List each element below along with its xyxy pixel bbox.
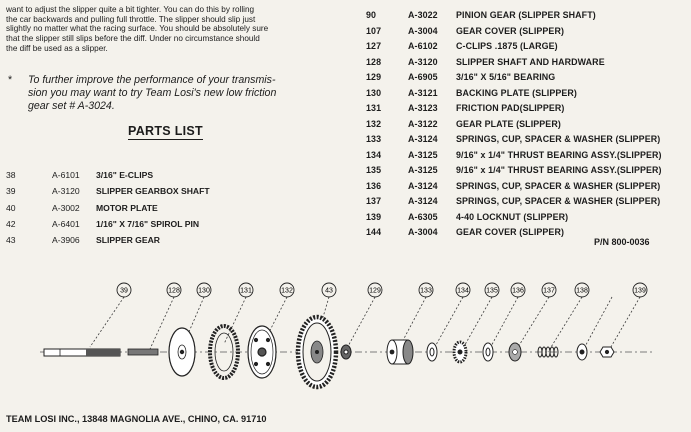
part-ref-number: 136 <box>366 180 382 191</box>
part-description: 3/16" X 5/16" BEARING <box>456 72 556 82</box>
callout-bubble <box>419 283 433 297</box>
callout-label: 130 <box>198 287 210 295</box>
parts-list-title-text: PARTS LIST <box>128 124 203 138</box>
part-ref-number: 39 <box>6 186 16 197</box>
callout-bubble <box>280 283 294 297</box>
instruction-line: the car backwards and pulling full throttle. The slipper should slip just <box>6 14 256 24</box>
part-description: SLIPPER SHAFT AND HARDWARE <box>456 56 605 67</box>
gear-plate <box>248 326 276 378</box>
instruction-line: the diff be used as a slipper. <box>6 43 108 53</box>
part-number: A-3002 <box>52 202 80 213</box>
part-ref-number: 130 <box>366 87 382 98</box>
callout-label: 128 <box>168 287 180 295</box>
note-line: gear set # A-3024. <box>28 100 115 112</box>
callout-bubble <box>456 283 470 297</box>
part-number: A-6101 <box>52 170 80 180</box>
part-ref-number: 134 <box>366 149 382 160</box>
part-row <box>366 165 691 181</box>
part-number: A-6102 <box>408 41 438 51</box>
part-number: A-3121 <box>408 87 438 98</box>
part-row <box>6 219 336 235</box>
part-description: BACKING PLATE (SLIPPER) <box>456 87 577 98</box>
part-description: MOTOR PLATE <box>96 202 158 213</box>
callout-label: 39 <box>120 287 128 295</box>
part-ref-number: 137 <box>366 196 382 206</box>
note-line: To further improve the performance of your transmis- <box>28 74 276 86</box>
title-underline <box>128 139 203 140</box>
callout-bubble <box>633 283 647 297</box>
part-row <box>366 57 691 73</box>
callout-bubbles <box>117 283 647 297</box>
exploded-view-diagram <box>0 270 691 410</box>
part-number: A-3124 <box>408 134 438 144</box>
company-address: TEAM LOSI INC., 13848 MAGNOLIA AVE., CHINO, CA. 91710 <box>6 414 267 424</box>
part-description: SPRINGS, CUP, SPACER & WASHER (SLIPPER) <box>456 180 661 191</box>
part-ref-number: 139 <box>366 211 382 222</box>
parts-list-left <box>6 170 336 251</box>
callout-bubble <box>239 283 253 297</box>
instruction-line: slightly no matter what the racing surface. You should be absolutely sure <box>6 24 269 34</box>
part-row <box>366 72 691 88</box>
callout-label: 43 <box>325 287 333 295</box>
part-row <box>366 181 691 197</box>
part-row <box>366 41 691 57</box>
note-marker: * <box>8 74 13 86</box>
performance-note <box>8 74 333 113</box>
callout-label: 139 <box>634 287 646 295</box>
part-number: A-3022 <box>408 10 438 20</box>
part-row <box>366 10 691 26</box>
part-ref-number: 128 <box>366 56 382 67</box>
part-ref-number: 133 <box>366 134 382 144</box>
part-number: A-3124 <box>408 180 438 191</box>
part-row <box>366 119 691 135</box>
part-description: GEAR COVER (SLIPPER) <box>456 25 565 36</box>
spirol-pin <box>128 349 158 355</box>
part-description: SLIPPER GEARBOX SHAFT <box>96 186 210 197</box>
part-number: A-3906 <box>52 235 80 246</box>
part-number: A-3122 <box>408 118 438 129</box>
part-description: GEAR COVER (SLIPPER) <box>456 227 565 237</box>
part-ref-number: 42 <box>6 218 16 229</box>
instruction-line: that the slipper still slips before the diff. Under no circumstance should <box>6 34 260 44</box>
callout-label: 136 <box>512 287 524 295</box>
washer-b <box>483 343 493 361</box>
part-description: 4-40 LOCKNUT (SLIPPER) <box>456 211 569 222</box>
callout-label: 129 <box>369 287 381 295</box>
part-ref-number: 127 <box>366 41 382 51</box>
part-row <box>366 103 691 119</box>
thrust-bearing-b <box>509 343 521 361</box>
callout-bubble <box>575 283 589 297</box>
part-number: A-6401 <box>52 218 80 229</box>
spring-cup <box>387 340 413 364</box>
part-row <box>366 196 691 212</box>
part-description: SLIPPER GEAR <box>96 235 160 246</box>
part-number: A-3004 <box>408 25 438 36</box>
part-description: SPRINGS, CUP, SPACER & WASHER (SLIPPER) <box>456 196 661 206</box>
callout-label: 138 <box>576 287 588 295</box>
part-row <box>366 134 691 150</box>
part-row <box>6 235 336 251</box>
callout-bubble <box>322 283 336 297</box>
note-line: sion you may want to try Team Losi's new low friction <box>28 87 277 99</box>
washer-a <box>427 343 437 361</box>
callout-label: 131 <box>240 287 252 295</box>
part-description: PINION GEAR (SLIPPER SHAFT) <box>456 10 596 20</box>
part-number: A-3120 <box>52 186 80 197</box>
callout-bubble <box>117 283 131 297</box>
part-number: A-3125 <box>408 165 438 175</box>
part-ref-number: 144 <box>366 227 382 237</box>
slipper-gear <box>298 317 336 387</box>
part-number-label: P/N 800-0036 <box>594 237 650 247</box>
slipper-shaft <box>44 349 120 356</box>
part-number: A-3125 <box>408 149 438 160</box>
callout-label: 132 <box>281 287 293 295</box>
callout-label: 134 <box>457 287 469 295</box>
part-description: C-CLIPS .1875 (LARGE) <box>456 41 558 51</box>
callout-bubble <box>197 283 211 297</box>
instruction-line: want to adjust the slipper quite a bit tighter. You can do this by rolling <box>6 5 255 14</box>
parts-list-title <box>128 124 203 138</box>
part-number: A-3123 <box>408 103 438 113</box>
part-row <box>6 203 336 219</box>
callout-label: 135 <box>486 287 498 295</box>
callout-label: 133 <box>420 287 432 295</box>
part-row <box>366 88 691 104</box>
callout-bubble <box>542 283 556 297</box>
part-ref-number: 107 <box>366 25 382 36</box>
thrust-bearing-a <box>454 342 466 362</box>
part-description: 3/16" E-CLIPS <box>96 170 154 180</box>
bearing <box>341 345 351 359</box>
locknut <box>600 347 614 357</box>
part-number: A-3004 <box>408 227 438 237</box>
part-description: 9/16" x 1/4" THRUST BEARING ASSY.(SLIPPER) <box>456 165 662 175</box>
parts-list-right <box>366 10 691 243</box>
part-row <box>366 212 691 228</box>
part-ref-number: 132 <box>366 118 382 129</box>
part-number: A-6905 <box>408 72 438 82</box>
part-description: GEAR PLATE (SLIPPER) <box>456 118 561 129</box>
part-row <box>6 170 336 186</box>
callout-bubble <box>485 283 499 297</box>
part-ref-number: 40 <box>6 202 16 213</box>
backing-plate <box>169 328 195 376</box>
part-description: SPRINGS, CUP, SPACER & WASHER (SLIPPER) <box>456 134 661 144</box>
part-ref-number: 129 <box>366 72 382 82</box>
callout-label: 137 <box>543 287 555 295</box>
part-ref-number: 43 <box>6 235 16 246</box>
callout-bubble <box>511 283 525 297</box>
part-row <box>6 186 336 202</box>
callout-bubble <box>368 283 382 297</box>
part-number: A-3124 <box>408 196 438 206</box>
part-ref-number: 135 <box>366 165 382 175</box>
part-row <box>366 150 691 166</box>
part-description: 1/16" X 7/16" SPIROL PIN <box>96 218 200 229</box>
part-row <box>366 26 691 42</box>
part-description: FRICTION PAD(SLIPPER) <box>456 103 565 113</box>
part-ref-number: 38 <box>6 170 16 180</box>
part-ref-number: 131 <box>366 103 382 113</box>
washer-c <box>577 344 587 360</box>
part-description: 9/16" x 1/4" THRUST BEARING ASSY.(SLIPPER) <box>456 149 662 160</box>
callout-bubble <box>167 283 181 297</box>
part-number: A-6305 <box>408 211 438 222</box>
part-number: A-3120 <box>408 56 438 67</box>
instruction-paragraph <box>6 5 328 54</box>
part-ref-number: 90 <box>366 10 377 20</box>
